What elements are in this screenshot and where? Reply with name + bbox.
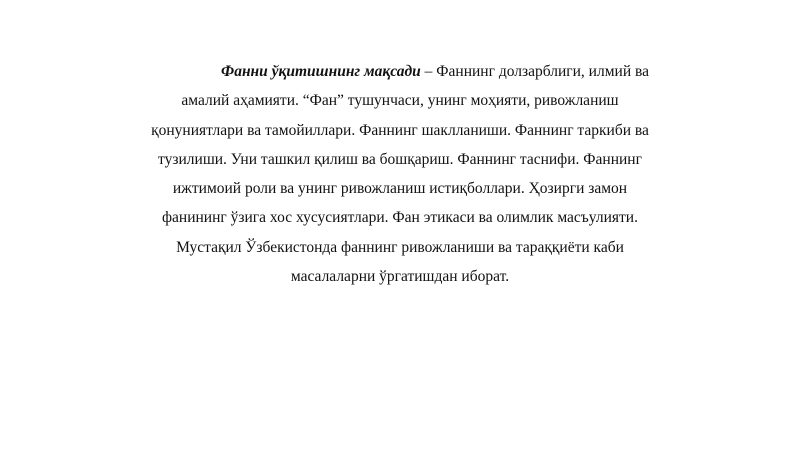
paragraph-line-4: тузилиши. Уни ташкил қилиш ва бошқариш. Фаннинг таснифи. Фаннинг — [158, 150, 642, 168]
paragraph-line-2: амалий аҳамияти. “Фан” тушунчаси, унинг моҳияти, ривожланиш — [181, 92, 619, 110]
paragraph-line-1 — [110, 57, 690, 86]
paragraph-line-7: Мустақил Ўзбекистонда фаннинг ривожланиши ва тараққиёти каби — [176, 238, 624, 256]
paragraph-line-5: ижтимоий роли ва унинг ривожланиш истиқболлари. Ҳозирги замон — [172, 180, 628, 198]
paragraph-line-3: қонуниятлари ва тамойиллари. Фаннинг шаклланиши. Фаннинг таркиби ва — [151, 121, 649, 139]
paragraph-text: – Фаннинг долзарблиги, илмий ва — [420, 63, 649, 80]
paragraph-lead: Фанни ўқитишнинг мақсади — [221, 63, 421, 80]
paragraph-line-6: фанининг ўзига хос хусусиятлари. Фан этикаси ва олимлик масъулияти. — [162, 209, 638, 227]
course-goal-paragraph — [110, 57, 690, 291]
paragraph-line-8: масалаларни ўргатишдан иборат. — [290, 268, 510, 286]
